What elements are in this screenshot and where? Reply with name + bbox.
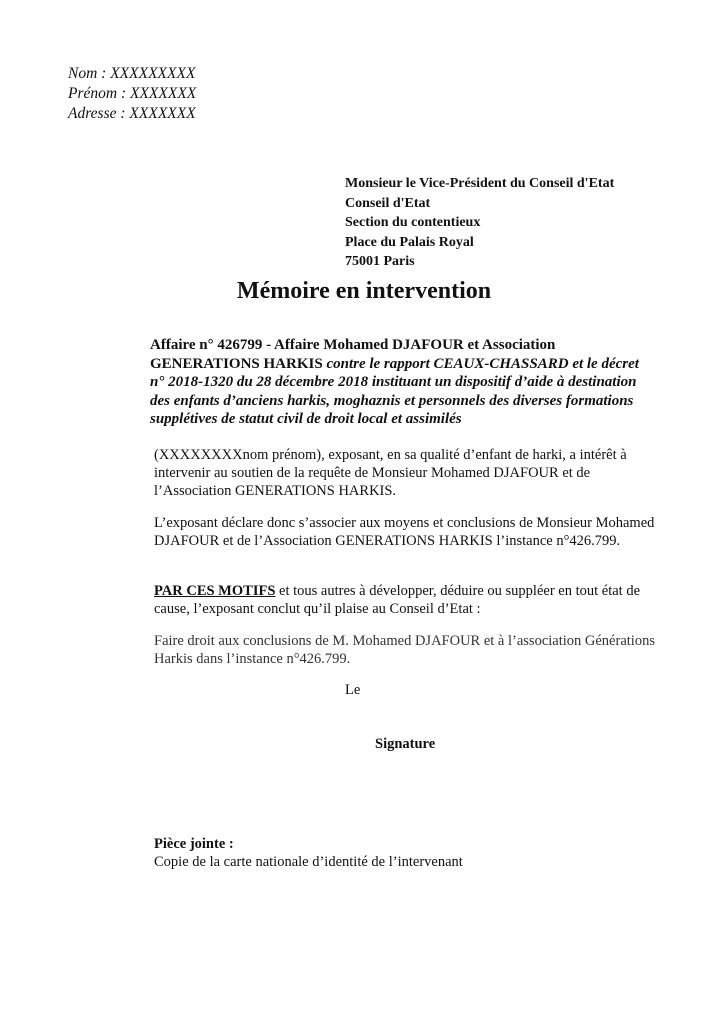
sender-nom: Nom : XXXXXXXXX (68, 65, 196, 82)
paragraph-association: L’exposant déclare donc s’associer aux moyens et conclusions de Monsieur Mohamed DJAFOUR et de l’Association GENERATIONS HARKIS l’instance n°426.799. (154, 515, 655, 549)
paragraph-conclusion: Faire droit aux conclusions de M. Mohamed DJAFOUR et à l’association Générations Harkis dans l’instance n°426.799. (154, 633, 655, 667)
recipient-line: Monsieur le Vice-Président du Conseil d'Etat (345, 176, 615, 191)
case-parties: Affaire n° 426799 - Affaire Mohamed DJAFOUR et Association GENERATIONS HARKIS (150, 337, 556, 372)
attachment-label: Pièce jointe : (154, 836, 234, 852)
case-reference (150, 336, 650, 429)
recipient-line: Place du Palais Royal (345, 234, 474, 250)
motifs-text: et tous autres à développer, déduire ou suppléer en tout état de cause, l’exposant conclut qu’il plaise au Conseil d’Etat : (154, 583, 641, 617)
paragraph-interest: (XXXXXXXXnom prénom), exposant, en sa qualité d’enfant de harki, a intérêt à intervenir au soutien de la requête de Monsieur Mohamed DJAFOUR et de l’Association GENERATIONS HARKIS. (154, 447, 627, 499)
signature-label: Signature (375, 736, 436, 752)
date-line: Le (345, 682, 361, 698)
sender-prenom: Prénom : XXXXXXX (68, 85, 197, 102)
paragraph-motifs (154, 582, 664, 618)
recipient-line: 75001 Paris (345, 254, 415, 269)
attachment-item: Copie de la carte nationale d’identité de l’intervenant (154, 854, 463, 870)
recipient-block (345, 174, 614, 272)
recipient-line: Conseil d'Etat (345, 195, 431, 211)
sender-adresse: Adresse : XXXXXXX (68, 105, 196, 122)
document-title: Mémoire en intervention (236, 278, 492, 304)
motifs-heading: PAR CES MOTIFS (154, 583, 276, 599)
sender-block (68, 64, 196, 124)
recipient-line: Section du contentieux (345, 215, 481, 230)
case-object: contre le rapport CEAUX-CHASSARD et le décret n° 2018-1320 du 28 décembre 2018 instituant un dispositif d’aide à destination des enfants d’anciens harkis, moghaznis et personnels des diverses formations supplétives de statut civil de droit local et assimilés (150, 355, 639, 427)
